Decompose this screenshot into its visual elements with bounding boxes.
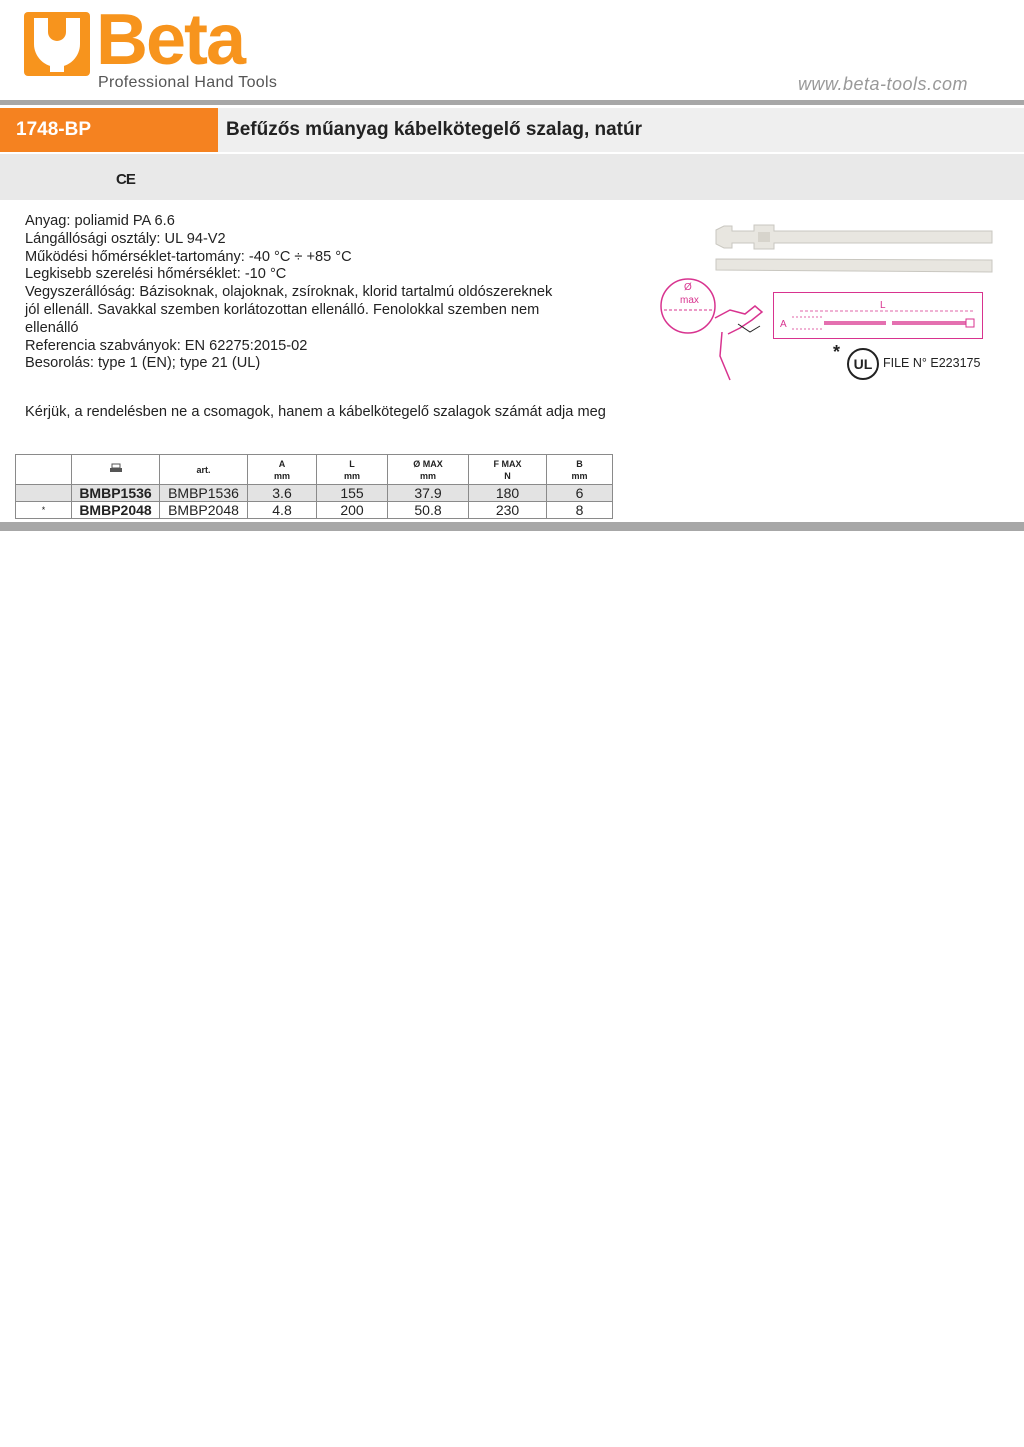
description-line: Vegyszerállóság: Bázisoknak, olajoknak, zsíroknak, klorid tartalmú oldószereknek — [25, 284, 553, 301]
brand-wordmark: Beta — [96, 0, 245, 80]
ul-file-number: FILE N° E223175 — [883, 356, 981, 370]
description-line: Működési hőmérséklet-tartomány: -40 °C ÷ +85 °C — [25, 248, 352, 265]
table-row — [16, 485, 613, 502]
ul-asterisk: * — [833, 342, 841, 362]
header-fmax: F MAX N — [469, 455, 547, 485]
description-line: ellenálló — [25, 319, 79, 336]
description-line: Besorolás: type 1 (EN); type 21 (UL) — [25, 355, 261, 372]
description-line: Anyag: poliamid PA 6.6 — [25, 213, 175, 229]
ce-mark-icon: CE — [116, 171, 135, 188]
cell-a: 3.6 — [248, 485, 317, 502]
certification-band — [0, 154, 1024, 200]
cell-l: 200 — [317, 502, 388, 519]
cell-mark — [16, 485, 72, 502]
cable-tie-strap-image — [714, 254, 994, 276]
spec-table — [15, 454, 613, 519]
brand-tagline: Professional Hand Tools — [98, 74, 278, 91]
length-label: L — [880, 300, 886, 311]
cell-l: 155 — [317, 485, 388, 502]
cell-art: BMBP1536 — [160, 485, 248, 502]
product-code: 1748-BP — [16, 119, 91, 140]
order-note: Kérjük, a rendelésben ne a csomagok, hanem a kábelkötegelő szalagok számát adja meg — [25, 404, 606, 420]
table-header-row — [16, 455, 613, 485]
description-line: Legkisebb szerelési hőmérséklet: -10 °C — [25, 266, 287, 283]
diameter-symbol: Ø — [684, 282, 692, 293]
dimension-diagram — [773, 292, 983, 339]
cell-art: BMBP2048 — [160, 502, 248, 519]
ul-logo-icon: UL — [847, 348, 879, 380]
max-label: max — [680, 295, 699, 306]
product-title: Befűzős műanyag kábelkötegelő szalag, natúr — [226, 119, 642, 140]
header-art: art. — [160, 455, 248, 485]
description-line: Referencia szabványok: EN 62275:2015-02 — [25, 337, 308, 354]
cell-a: 4.8 — [248, 502, 317, 519]
table-row — [16, 502, 613, 519]
top-divider — [0, 100, 1024, 105]
bundle-diameter-diagram — [660, 276, 770, 384]
cell-code: BMBP2048 — [72, 502, 160, 519]
cell-mark: * — [16, 502, 72, 519]
width-label: A — [780, 319, 787, 330]
cell-b: 8 — [547, 502, 613, 519]
wrench-logo-icon — [24, 12, 90, 76]
header-b: B mm — [547, 455, 613, 485]
cell-b: 6 — [547, 485, 613, 502]
product-description — [25, 213, 615, 373]
cell-fmax: 230 — [469, 502, 547, 519]
beta-logo — [24, 0, 294, 96]
header-l: L mm — [317, 455, 388, 485]
cable-tie-head-image — [714, 222, 994, 250]
cell-code: BMBP1536 — [72, 485, 160, 502]
package-icon — [109, 463, 123, 473]
bottom-divider — [0, 522, 1024, 531]
cell-dmax: 37.9 — [388, 485, 469, 502]
description-line: jól ellenáll. Savakkal szemben korlátozottan ellenálló. Fenolokkal szemben nem — [25, 301, 540, 318]
header-a: A mm — [248, 455, 317, 485]
website-link[interactable]: www.beta-tools.com — [797, 74, 968, 94]
ul-certification — [833, 342, 993, 380]
header-dmax: Ø MAX mm — [388, 455, 469, 485]
cell-dmax: 50.8 — [388, 502, 469, 519]
cell-fmax: 180 — [469, 485, 547, 502]
header-pack — [72, 455, 160, 485]
header-mark — [16, 455, 72, 485]
product-code-box — [0, 108, 218, 152]
description-line: Lángállósági osztály: UL 94-V2 — [25, 230, 226, 247]
